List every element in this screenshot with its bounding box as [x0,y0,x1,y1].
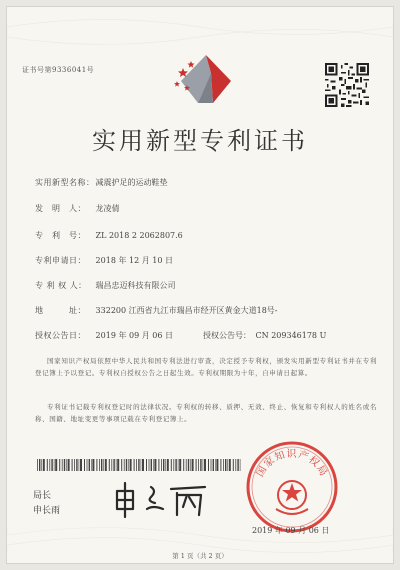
official-seal [242,437,342,537]
address-value: 332200 江西省九江市瑞昌市经开区黄金大道18号- [95,306,278,315]
announcement-number-row [203,330,326,341]
announcement-number-label: 授权公告号： [203,331,251,340]
filing-date-label: 专利申请日： [35,256,86,265]
patentee-value: 瑞昌忠迈科技有限公司 [95,281,176,290]
director-name: 申长雨 [33,506,61,516]
cnipa-emblem-icon [173,51,239,107]
patentee-row [35,280,176,291]
patent-number-row [35,230,183,241]
filing-date-row [35,255,173,266]
filing-date-value: 2018 年 12 月 10 日 [95,256,173,265]
certificate-title: 实用新型专利证书 [92,127,308,155]
director-block [33,489,60,519]
announcement-date-label: 授权公告日： [35,331,86,340]
legal-status-paragraph: 专利证书记载专利权登记时的法律状况。专利权的转移、质押、无效、终止、恢复和专利权人的姓名或名称、国籍、地址变更等事项记载在专利登记簿上。 [35,403,377,423]
seal-date: 2019 年 09 月 06 日 [252,526,330,535]
announcement-number-value: CN 209346178 U [255,331,327,340]
certificate-number: 证书号第9336041号 [22,66,95,74]
seal-text: 国家知识产权局 [254,449,330,479]
announcement-date-value: 2019 年 09 月 06 日 [95,331,173,340]
utility-model-name-row [35,177,168,188]
inventor-label: 发 明 人： [35,204,86,213]
grant-statement-paragraph: 国家知识产权局依照中华人民共和国专利法进行审查，决定授予专利权，颁发实用新型专利证书并在专利登记簿上予以登记。专利权自授权公告之日起生效。专利权期限为十年，自申请日起算。 [35,357,377,377]
inventor-value: 龙凌倩 [95,204,120,213]
director-title: 局长 [33,491,52,501]
address-label: 地 址： [35,306,86,315]
patent-number-label: 专 利 号： [35,231,86,240]
barcode [37,459,242,471]
address-row [35,305,278,316]
patentee-label: 专 利 权 人： [35,281,87,290]
certificate-page [6,6,394,564]
utility-model-name-label: 实用新型名称： [35,178,95,187]
announcement-date-row [35,330,173,341]
inventor-row [35,203,120,214]
qr-code [325,63,369,107]
page-number: 第 1 页（共 2 页） [172,552,228,560]
utility-model-name-value: 减震护足的运动鞋垫 [95,178,168,187]
patent-number-value: ZL 2018 2 2062807.6 [95,231,183,240]
director-signature [111,479,211,519]
